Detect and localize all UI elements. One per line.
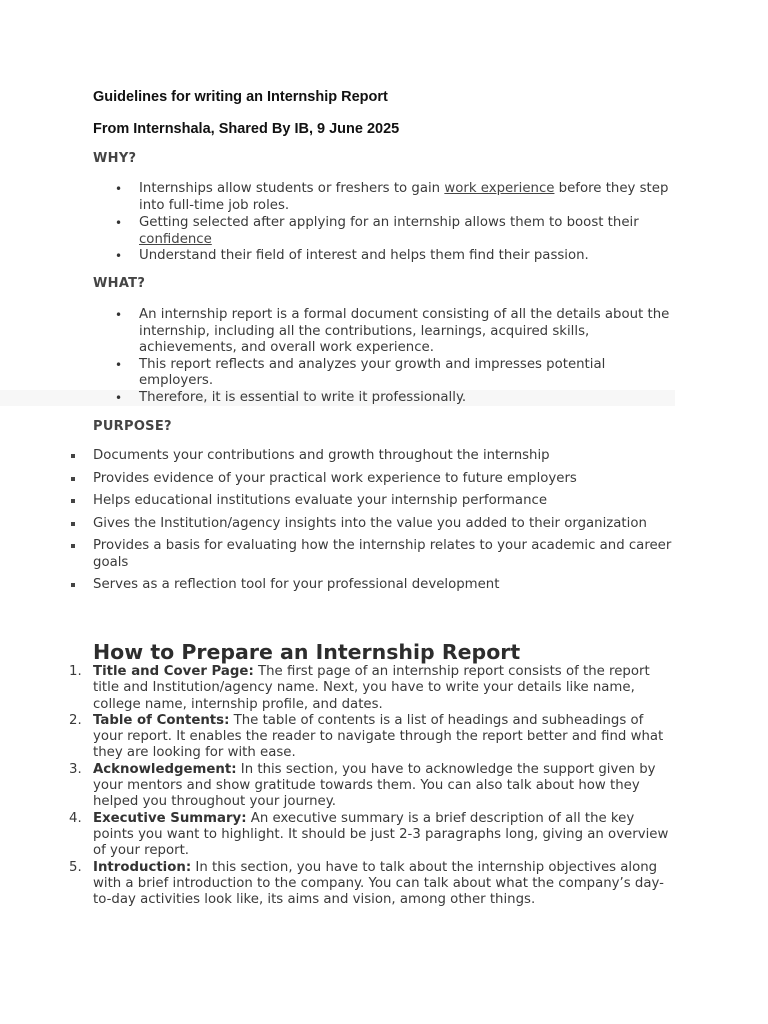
step-number: 2. [69,712,82,728]
square-bullet-icon [71,583,75,587]
list-item: Helps educational institutions evaluate your internship performance [0,493,673,510]
bullet-icon: • [115,216,123,230]
bullet-icon: • [115,182,123,196]
list-item: Documents your contributions and growth throughout the internship [0,448,673,465]
document-subtitle: From Internshala, Shared By IB, 9 June 2025 [93,121,400,137]
list-item: • This report reflects and analyzes your growth and impresses potential employers. [115,356,606,388]
bullet-icon: • [115,249,123,263]
list-item: • Getting selected after applying for an internship allows them to boost their confidence [115,215,639,247]
list-item: • Internships allow students or freshers to gain work experience before they step into full-time job roles. [115,181,669,213]
document-title: Guidelines for writing an Internship Report [93,89,388,105]
why-heading: WHY? [93,151,137,166]
list-item: Provides evidence of your practical work experience to future employers [0,471,673,488]
confidence-link[interactable]: confidence [139,231,212,247]
bullet-icon: • [115,308,123,322]
step-number: 5. [69,859,82,875]
list-item: • Therefore, it is essential to write it professionally. [0,390,675,407]
step-text: The first page of an internship report consists of the report title and Institution/agency name. Next, you have to write your details like name, college name, internship profile, and dates. [93,664,650,712]
purpose-list [0,448,673,600]
square-bullet-icon [71,522,75,526]
square-bullet-icon [71,454,75,458]
what-list [0,307,675,406]
list-item: • An internship report is a formal document consisting of all the details about the internship, including all the contributions, learnings, acquired skills, achievements, and overall work experience. [115,307,670,355]
step-text: In this section, you have to talk about the internship objectives along with a brief introduction to the company. You can talk about what the company’s day-to-day activities look like, its aims and vision, among other things. [93,859,664,908]
step-number: 1. [69,664,82,679]
purpose-heading: PURPOSE? [93,419,172,434]
square-bullet-icon [71,544,75,548]
step-term: Acknowledgement: [93,761,237,777]
prepare-heading: How to Prepare an Internship Report [93,640,521,664]
step-term: Executive Summary: [93,810,247,826]
step-item [0,860,673,909]
step-item [0,762,673,811]
work-experience-link[interactable]: work experience [444,181,555,196]
step-term: Introduction: [93,859,192,875]
step-number: 4. [69,810,82,826]
square-bullet-icon [71,477,75,481]
step-item [0,664,673,713]
step-text: In this section, you have to acknowledge the support given by your mentors and show gratitude towards them. You can also talk about how they helped you throughout your journey. [93,761,656,810]
step-item [0,713,673,762]
step-item [0,811,673,860]
step-number: 3. [69,761,82,777]
what-heading: WHAT? [93,276,146,291]
step-text: An executive summary is a brief description of all the key points you want to highlight. It should be just 2-3 paragraphs long, giving an overview of your report. [93,810,669,859]
square-bullet-icon [71,499,75,503]
step-term: Table of Contents: [93,712,230,728]
why-list [0,181,675,265]
bullet-icon: • [115,357,123,372]
list-item: • Understand their field of interest and helps them find their passion. [115,248,589,263]
step-text: The table of contents is a list of headings and subheadings of your report. It enables the reader to navigate through the report better and find what they are looking for with ease. [93,712,664,761]
list-item: Gives the Institution/agency insights into the value you added to their organization [0,516,673,533]
bullet-icon: • [115,390,123,405]
list-item: Serves as a reflection tool for your professional development [0,577,673,594]
step-term: Title and Cover Page: [93,664,254,679]
prepare-steps-list [0,664,673,908]
list-item: Provides a basis for evaluating how the internship relates to your academic and career goals [0,538,673,571]
